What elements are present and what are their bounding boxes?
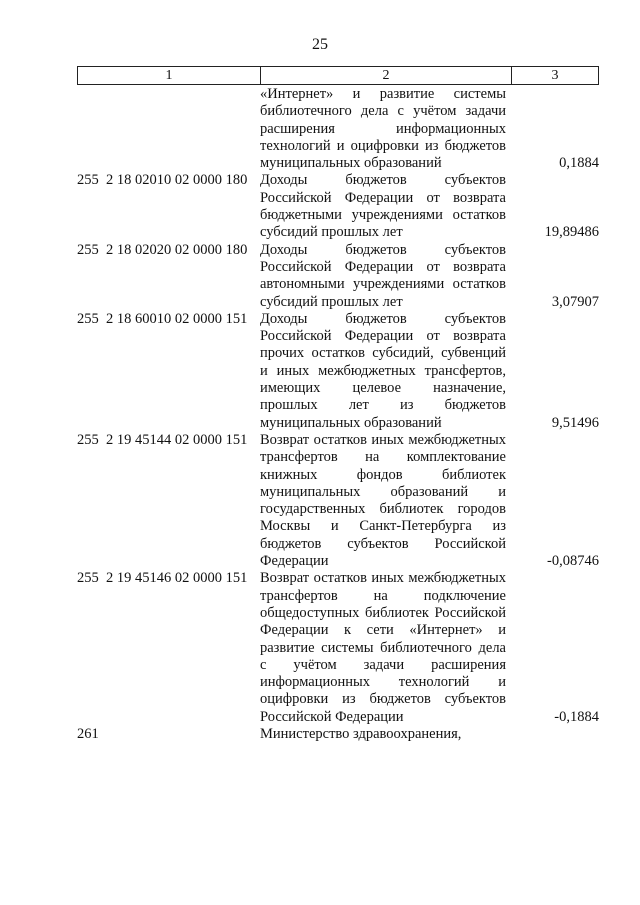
table-body	[77, 86, 599, 743]
table-row	[77, 242, 599, 311]
page-number: 25	[312, 36, 328, 53]
row-code: 255 2 19 45146 02 0000 151	[77, 570, 248, 587]
table-row	[77, 86, 599, 172]
row-description: «Интернет» и развитие системы библиотечного дела с учётом задачи расширения информационных технологий и оцифровки из бюджетов муниципальных образований	[260, 86, 506, 172]
table-row	[77, 570, 599, 726]
row-description: Доходы бюджетов субъектов Российской Федерации от возврата автономными учреждениями остатков субсидий прошлых лет	[260, 241, 506, 310]
row-description: Возврат остатков иных межбюджетных трансфертов на комплектование книжных фондов библиотек муниципальных образований и государственных библиотек городов Москвы и Санкт-Петербурга из бюджетов субъектов Российской Федерации	[260, 431, 506, 570]
row-code: 261	[77, 725, 99, 742]
row-amount: -0,1884	[554, 708, 599, 725]
column-header-description: 2	[261, 67, 512, 84]
row-code: 255 2 18 02010 02 0000 180	[77, 172, 248, 189]
row-amount: 0,1884	[559, 155, 599, 172]
row-code: 255 2 18 02020 02 0000 180	[77, 241, 248, 258]
row-description: Возврат остатков иных межбюджетных трансфертов на подключение общедоступных библиотек Российской Федерации к сети «Интернет» и развитие системы библиотечного дела с учётом задачи расширения информационных технологий и оцифровки из бюджетов субъектов Российской Федерации	[260, 570, 506, 725]
column-header-amount: 3	[551, 67, 559, 83]
table-row	[77, 432, 599, 570]
row-amount: -0,08746	[547, 553, 599, 570]
row-amount: 19,89486	[544, 224, 599, 241]
table-row	[77, 311, 599, 432]
row-description: Доходы бюджетов субъектов Российской Федерации от возврата бюджетными учреждениями остатков субсидий прошлых лет	[260, 172, 506, 241]
column-header-code: 1	[78, 67, 261, 84]
row-code: 255 2 19 45144 02 0000 151	[77, 431, 248, 448]
row-amount: 3,07907	[551, 293, 599, 310]
table-row	[77, 726, 599, 743]
row-description: Министерство здравоохранения,	[260, 725, 462, 742]
table-header	[77, 66, 599, 85]
row-code: 255 2 18 60010 02 0000 151	[77, 310, 248, 327]
row-description: Доходы бюджетов субъектов Российской Федерации от возврата прочих остатков субсидий, субвенций и иных межбюджетных трансфертов, имеющих целевое назначение, прошлых лет из бюджетов муниципальных образований	[260, 310, 506, 431]
table-row	[77, 172, 599, 241]
row-amount: 9,51496	[551, 414, 599, 431]
